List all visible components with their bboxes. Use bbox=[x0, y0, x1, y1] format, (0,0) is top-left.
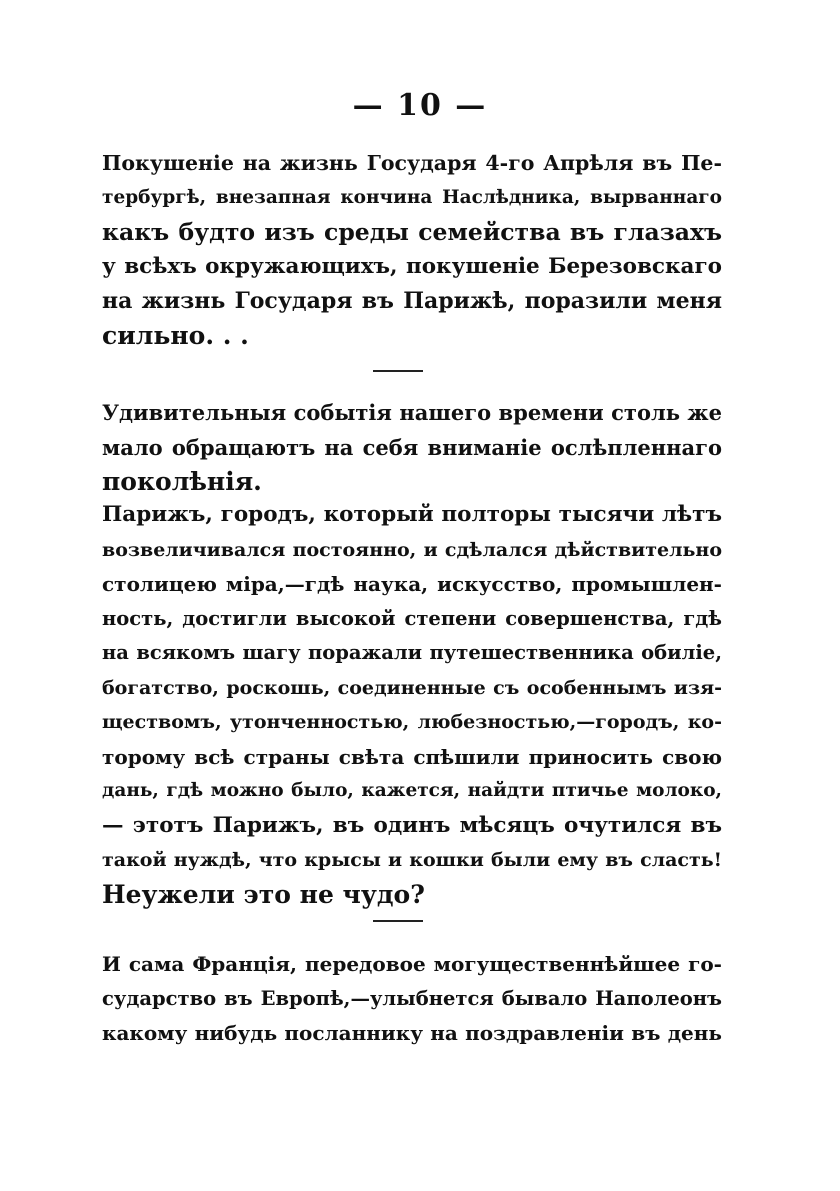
text-line: какъ будто изъ среды семейства въ глазахъ bbox=[102, 218, 722, 246]
section-divider bbox=[373, 370, 423, 372]
text-line: Парижъ, городъ, который полторы тысячи лѣтъ bbox=[102, 502, 722, 527]
text-line: у всѣхъ окружающихъ, покушеніе Березовскаго bbox=[102, 253, 722, 279]
text-line: сударство въ Европѣ,—улыбнется бывало Наполеонъ bbox=[102, 986, 722, 1010]
text-line: тербургѣ, внезапная кончина Наслѣдника, вырваннаго bbox=[102, 186, 722, 208]
text-line: Покушеніе на жизнь Государя 4-го Апрѣля въ Пе- bbox=[102, 151, 722, 175]
text-line: такой нуждѣ, что крысы и кошки были ему въ сласть! bbox=[102, 849, 722, 871]
paragraph-4 bbox=[102, 947, 722, 1051]
text-line: поколѣнія. bbox=[102, 467, 262, 496]
text-line: И сама Франція, передовое могущественнѣйшее го- bbox=[102, 952, 722, 976]
text-line: какому нибудь посланнику на поздравленіи въ день bbox=[102, 1021, 722, 1045]
text-line: Удивительныя событія нашего времени столь же bbox=[102, 400, 722, 425]
paragraph-1 bbox=[102, 146, 722, 353]
text-line: мало обращаютъ на себя вниманіе ослѣпленнаго bbox=[102, 434, 722, 460]
text-line: столицею міра,—гдѣ наука, искусство, промышлен- bbox=[102, 572, 722, 596]
text-line: ность, достигли высокой степени совершенства, гдѣ bbox=[102, 606, 722, 630]
text-line: ществомъ, утонченностью, любезностью,—городъ, ко- bbox=[102, 711, 722, 733]
page-number: — 10 — bbox=[352, 88, 488, 123]
paragraph-2 bbox=[102, 396, 722, 500]
text-line: Неужели это не чудо? bbox=[102, 879, 425, 909]
text-line: — этотъ Парижъ, въ одинъ мѣсяцъ очутился въ bbox=[102, 812, 722, 838]
section-divider bbox=[373, 920, 423, 922]
text-line: богатство, роскошь, соединенные съ особеннымъ изя- bbox=[102, 676, 722, 699]
text-line: на всякомъ шагу поражали путешественника обиліе, bbox=[102, 641, 722, 664]
text-line: сильно. . . bbox=[102, 320, 249, 350]
text-line: на жизнь Государя въ Парижѣ, поразили меня bbox=[102, 288, 722, 314]
text-line: возвеличивался постоянно, и сдѣлался дѣйствительно bbox=[102, 538, 722, 561]
text-line: дань, гдѣ можно было, кажется, найдти птичье молоко, bbox=[102, 780, 722, 801]
text-line: торому всѣ страны свѣта спѣшили приносить свою bbox=[102, 744, 722, 769]
paragraph-3 bbox=[102, 498, 722, 912]
